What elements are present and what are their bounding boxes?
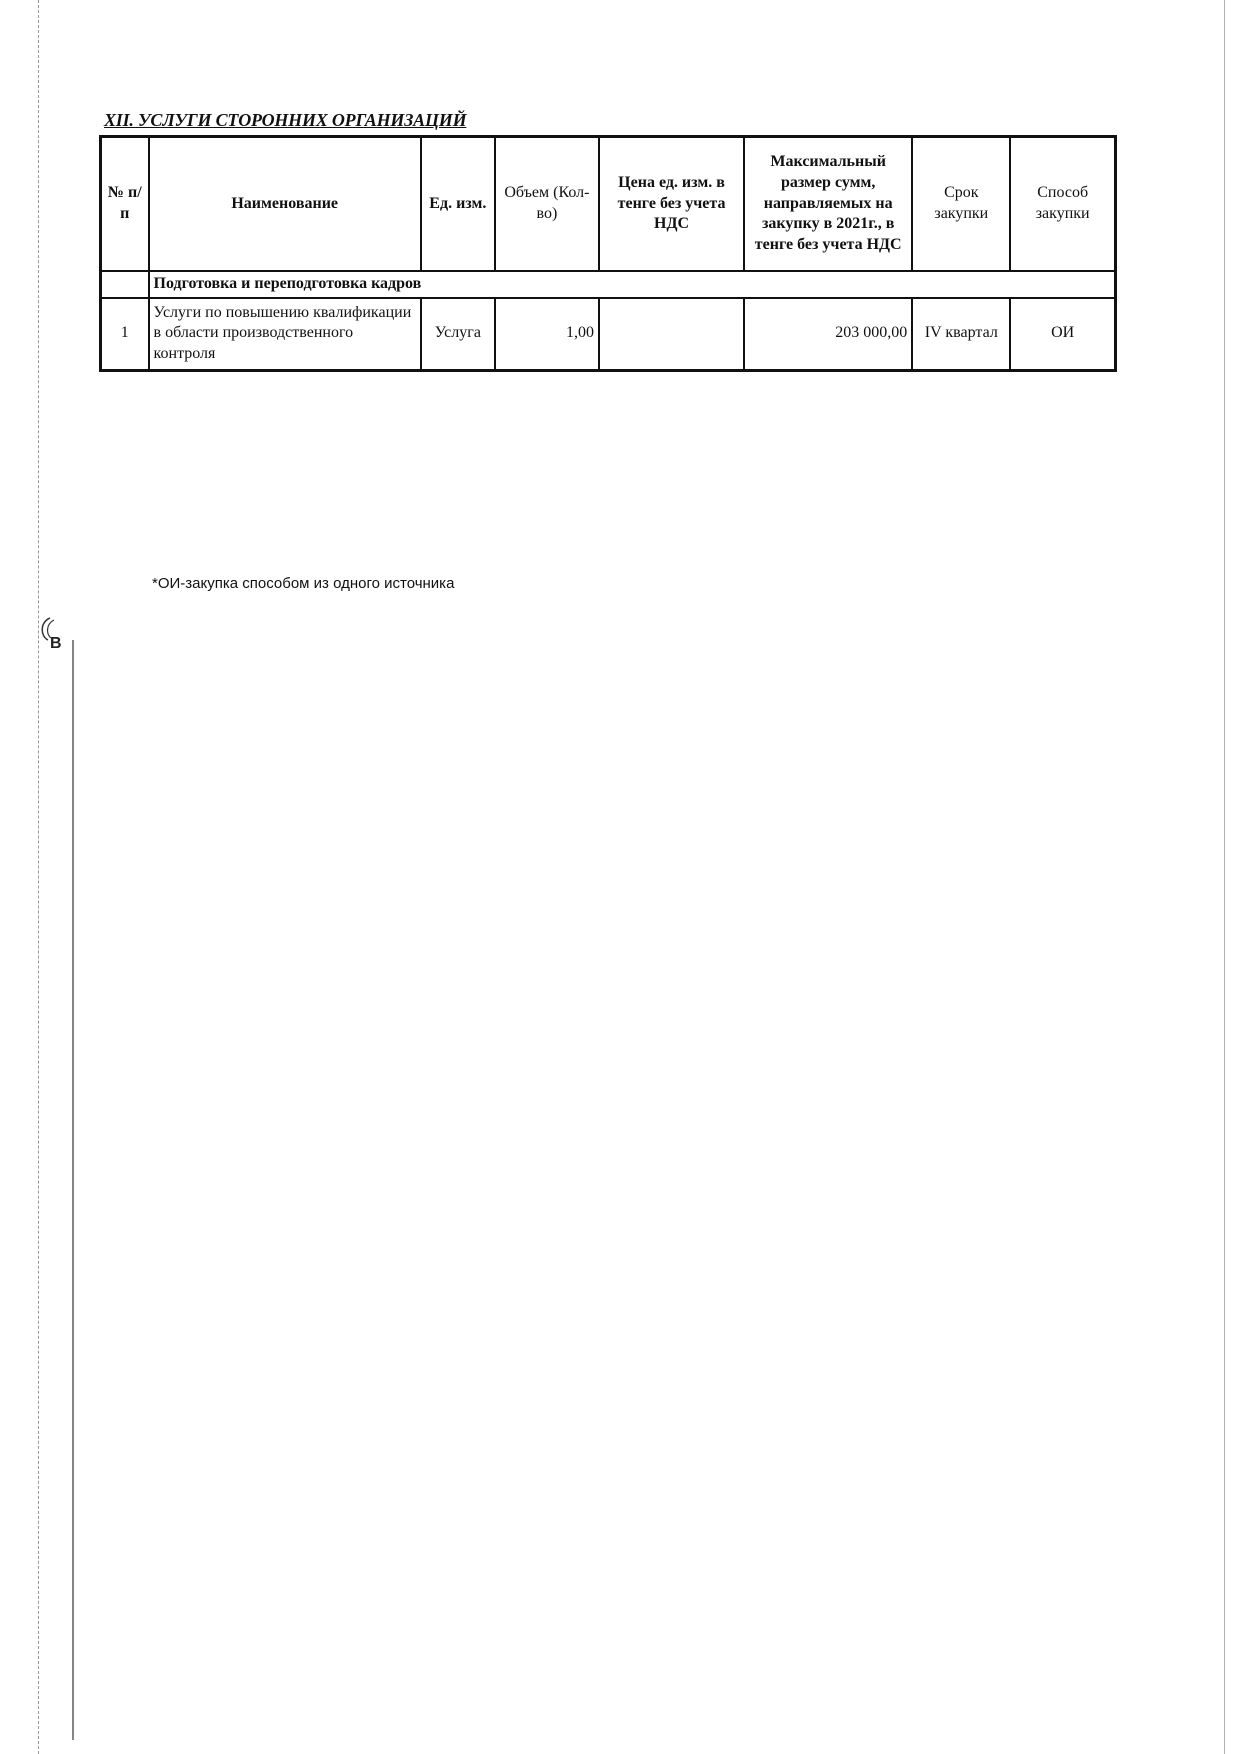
cell-name: Услуги по повышению квалификации в области производственного контроля [149, 298, 421, 371]
group-label: Подготовка и переподготовка кадров [149, 271, 1116, 298]
cell-num: 1 [101, 298, 149, 371]
header-method: Способ закупки [1010, 137, 1115, 272]
header-volume: Объем (Кол-во) [495, 137, 599, 272]
cell-price [599, 298, 744, 371]
header-term: Срок закупки [912, 137, 1010, 272]
header-num: № п/п [101, 137, 149, 272]
scan-stamp-mark [36, 612, 76, 652]
header-unit: Ед. изм. [421, 137, 495, 272]
header-max-amount: Максимальный размер сумм, направляемых на закупку в 2021г., в тенге без учета НДС [744, 137, 912, 272]
cell-max-amount: 203 000,00 [744, 298, 912, 371]
table-group-row [101, 271, 1116, 298]
section-title: XII. УСЛУГИ СТОРОННИХ ОРГАНИЗАЦИЙ [104, 110, 467, 130]
cell-method: ОИ [1010, 298, 1115, 371]
table-row [101, 298, 1116, 371]
table-header-row [101, 137, 1116, 272]
scan-edge-binding [72, 640, 74, 1740]
cell-unit: Услуга [421, 298, 495, 371]
footnote: *ОИ-закупка способом из одного источника [152, 575, 455, 592]
scan-edge-left [38, 0, 39, 1754]
cell-volume: 1,00 [495, 298, 599, 371]
group-empty-cell [101, 271, 149, 298]
header-name: Наименование [149, 137, 421, 272]
header-price: Цена ед. изм. в тенге без учета НДС [599, 137, 744, 272]
cell-term: IV квартал [912, 298, 1010, 371]
svg-text:В: В [50, 635, 62, 652]
purchase-table [99, 135, 1117, 372]
scan-edge-right [1224, 0, 1225, 1754]
